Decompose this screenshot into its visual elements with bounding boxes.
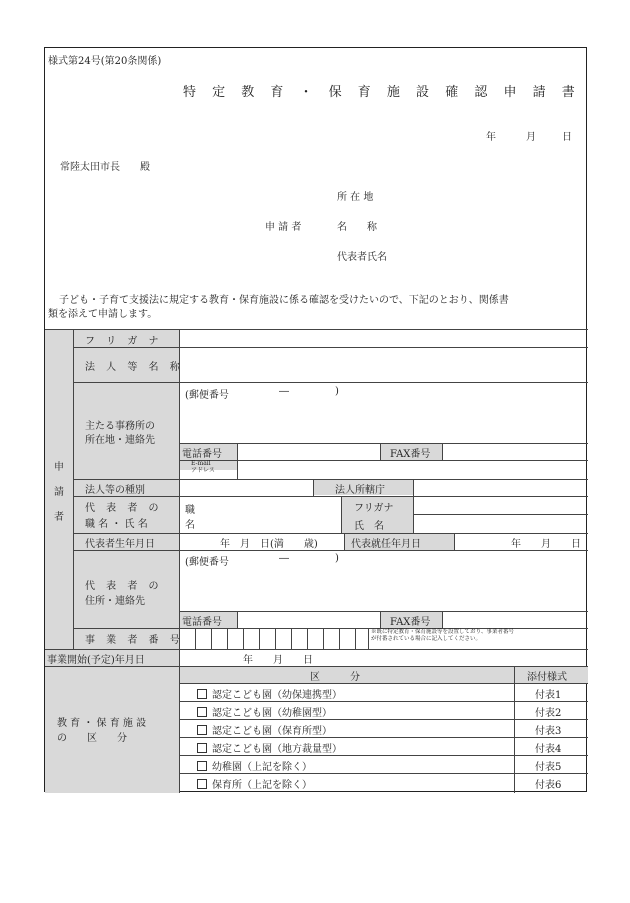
facility-form-5: 付表5 — [535, 762, 562, 773]
addressee: 常陸太田市長 殿 — [60, 162, 150, 173]
furigana-label: フ リ ガ ナ — [85, 336, 163, 347]
name-label: 名 称 — [337, 222, 377, 233]
rep-start-label: 代表就任年月日 — [351, 539, 421, 550]
facility-form-4: 付表4 — [535, 744, 562, 755]
biz-note-line1: ※既に特定教育・保育施設等を設置しており、事業者番号 — [371, 629, 515, 635]
postal2-dash: ― — [279, 553, 289, 564]
office-label-line1: 主たる事務所の — [85, 421, 155, 432]
rep-title-label-line2: 職 名 ・ 氏 名 — [85, 519, 148, 530]
office-label-line2: 所在地・連絡先 — [85, 435, 155, 446]
facility-form-2: 付表2 — [535, 708, 562, 719]
facility-header-form: 添付様式 — [527, 672, 567, 683]
date-day-label: 日 — [562, 132, 572, 143]
location-label: 所 在 地 — [337, 192, 374, 203]
facility-option-6[interactable]: 保育所（上記を除く） — [197, 776, 312, 791]
checkbox-icon[interactable] — [197, 779, 207, 789]
facility-form-3: 付表3 — [535, 726, 562, 737]
facility-option-4[interactable]: 認定こども園（地方裁量型） — [197, 740, 342, 755]
facility-label-line1: 教 育 ・ 保 育 施 設 — [57, 718, 147, 729]
side-label-char-2: 請 — [54, 487, 64, 498]
postal-dash: ― — [279, 386, 289, 397]
start-value: 年 月 日 — [511, 539, 581, 550]
body-text-line1: 子ども・子育て支援法に規定する教育・保育施設に係る確認を受けたいので、下記のとおり、関係書 — [59, 295, 509, 306]
email-label-line1: E-mail — [191, 460, 211, 467]
facility-form-6: 付表6 — [535, 780, 562, 791]
corp-name-label: 法 人 等 名 称 — [85, 362, 184, 373]
side-label-char-1: 申 — [54, 462, 64, 473]
furigana2-label: フリガナ — [354, 503, 394, 514]
corp-type-label: 法人等の種別 — [85, 485, 145, 496]
checkbox-icon[interactable] — [197, 707, 207, 717]
postal-label: (郵便番号 — [185, 390, 229, 401]
rep-addr-label-line2: 住所・連絡先 — [85, 596, 145, 607]
date-year-label: 年 — [486, 132, 496, 143]
rep-addr-label-line1: 代 表 者 の — [85, 581, 163, 592]
facility-form-1: 付表1 — [535, 690, 562, 701]
rep-birth-label: 代表者生年月日 — [85, 539, 155, 550]
rep-title-label-line1: 代 表 者 の — [85, 503, 163, 514]
checkbox-icon[interactable] — [197, 743, 207, 753]
shoku-label: 職 — [185, 505, 195, 516]
form-number: 様式第24号(第20条関係) — [48, 56, 162, 67]
mei-label: 名 — [185, 520, 195, 531]
email-label-line2: アドレス — [191, 467, 215, 474]
biz-start-value: 年 月 日 — [243, 655, 313, 666]
postal-paren: ) — [335, 386, 339, 397]
date-month-label: 月 — [526, 132, 536, 143]
facility-label-line2: の 区 分 — [57, 733, 127, 744]
shimei-label: 氏 名 — [354, 521, 384, 532]
checkbox-icon[interactable] — [197, 725, 207, 735]
facility-option-3[interactable]: 認定こども園（保育所型） — [197, 722, 332, 737]
page-title: 特 定 教 育 ・ 保 育 施 設 確 認 申 請 書 — [183, 85, 581, 100]
form-frame — [44, 47, 587, 792]
facility-option-1[interactable]: 認定こども園（幼保連携型） — [197, 686, 342, 701]
checkbox-icon[interactable] — [197, 761, 207, 771]
fax2-label: FAX番号 — [390, 617, 431, 628]
facility-option-5[interactable]: 幼稚園（上記を除く） — [197, 758, 312, 773]
postal2-paren: ) — [335, 553, 339, 564]
postal2-label: (郵便番号 — [185, 557, 229, 568]
body-text-line2: 類を添えて申請します。 — [48, 309, 158, 320]
side-label-char-3: 者 — [54, 512, 64, 523]
facility-header-division: 区 分 — [310, 672, 360, 683]
checkbox-icon[interactable] — [197, 689, 207, 699]
biz-note-line2: が付番されている場合に記入してください。 — [371, 636, 482, 642]
rep-name-label: 代表者氏名 — [337, 252, 387, 263]
biz-no-label: 事 業 者 番 号 — [85, 635, 184, 646]
applicant-label: 申 請 者 — [265, 222, 302, 233]
tel-label: 電話番号 — [182, 449, 222, 460]
biz-start-label: 事業開始(予定)年月日 — [47, 655, 145, 666]
facility-option-2[interactable]: 認定こども園（幼稚園型） — [197, 704, 332, 719]
fax-label: FAX番号 — [390, 449, 431, 460]
corp-office-label: 法人所轄庁 — [335, 485, 385, 496]
tel2-label: 電話番号 — [182, 617, 222, 628]
birth-value: 年 月 日(満 歳) — [220, 539, 318, 550]
